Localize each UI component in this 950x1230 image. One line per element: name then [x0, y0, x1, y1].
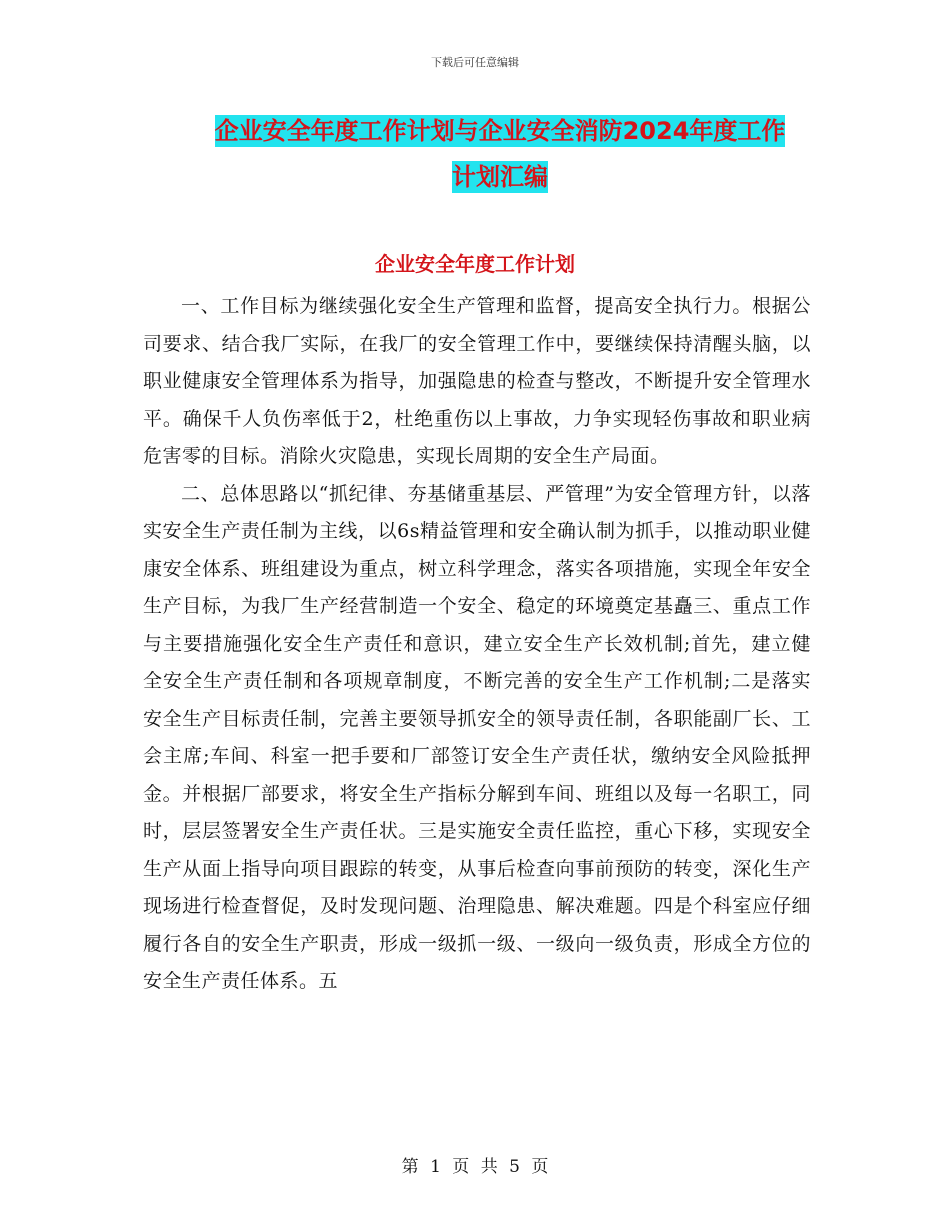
- title-line-2: 计划汇编: [452, 163, 548, 191]
- header-note: 下载后可任意编辑: [431, 56, 519, 69]
- page-footer: 第 1 页 共 5 页: [401, 1157, 549, 1177]
- document-body: [143, 288, 811, 1001]
- paragraph-2: 二、总体思路以“抓纪律、夯基储重基层、严管理”为安全管理方针，以落实安全生产责任制为主线，以6s精益管理和安全确认制为抓手，以推动职业健康安全体系、班组建设为重点，树立科学理念，落实各项措施，实现全年安全生产目标，为我厂生产经营制造一个安全、稳定的环境奠定基矗三、重点工作与主要措施强化安全生产责任和意识，建立安全生产长效机制;首先，建立健全安全生产责任制和各项规章制度，不断完善的安全生产工作机制;二是落实安全生产目标责任制，完善主要领导抓安全的领导责任制，各职能副厂长、工会主席;车间、科室一把手要和厂部签订安全生产责任状，缴纳安全风险抵押金。并根据厂部要求，将安全生产指标分解到车间、班组以及每一名职工，同时，层层签署安全生产责任状。三是实施安全责任监控，重心下移，实现安全生产从面上指导向项目跟踪的转变，从事后检查向事前预防的转变，深化生产现场进行检查督促，及时发现问题、治理隐患、解决难题。四是个科室应仔细履行各自的安全生产职责，形成一级抓一级、一级向一级负责，形成全方位的安全生产责任体系。五: [143, 482, 811, 992]
- document-title: [190, 108, 810, 200]
- paragraph-1: 一、工作目标为继续强化安全生产管理和监督，提高安全执行力。根据公司要求、结合我厂实际，在我厂的安全管理工作中，要继续保持清醒头脑，以职业健康安全管理体系为指导，加强隐患的检查与整改，不断提升安全管理水平。确保千人负伤率低于2，杜绝重伤以上事故，力争实现轻伤事故和职业病危害零的目标。消除火灾隐患，实现长周期的安全生产局面。: [143, 295, 811, 467]
- title-line-1: 企业安全年度工作计划与企业安全消防2024年度工作: [214, 117, 786, 145]
- section-title: 企业安全年度工作计划: [375, 252, 575, 276]
